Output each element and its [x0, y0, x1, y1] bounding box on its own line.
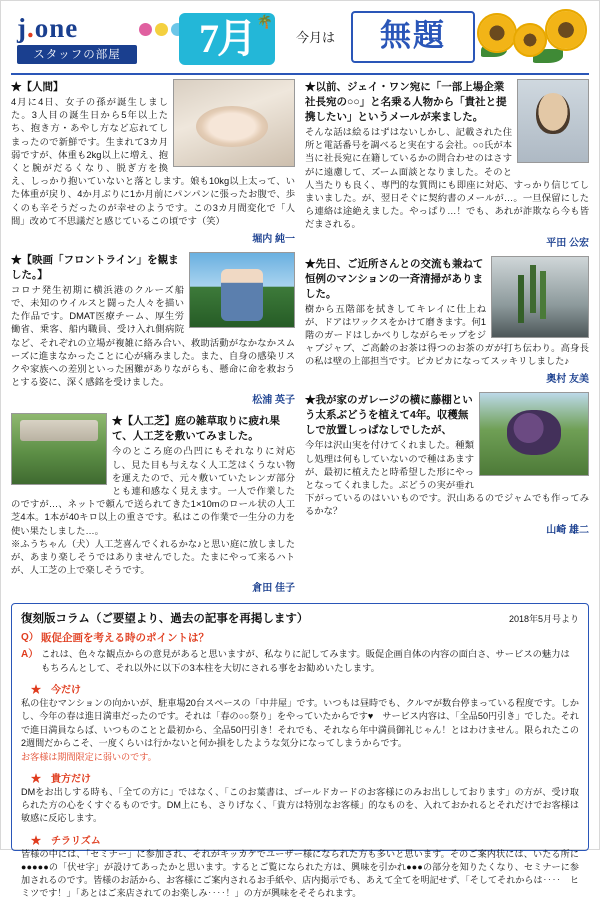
qa-block	[21, 631, 579, 675]
point-chirarism	[21, 832, 579, 900]
article-title: ★以前、ジェイ・ワン宛に「一部上場企業社長宛の○○」と名乗る人物から「貴社と提携したい」というメールが来ました。	[305, 81, 507, 123]
article-title: ★【映画「フロントライン」を観ました。】	[11, 253, 179, 281]
article-signature: 松浦 英子	[252, 395, 295, 407]
article-jinkoushiba	[11, 413, 295, 594]
point-body: 私の住むマンションの向かいが、駐車場20台スペースの「中井屋」です。いつもは昼時でも、クルマが数台停まっている程度です。しかし、今年の春は進日満車だったのです。それは「春の○○祭り」をやっていたからです♥ サービス内容は、「全品50円引き」でした。それで進日満員ならば、いつものことと最初から、全品50円引き！それでも、それなら年中満員御礼じゃん！とはわけません。限られたこの2週間だからこそ、一度くらいは行かないと何か損をしたような気分になってしまうからです。	[21, 698, 579, 748]
palm-icon: 🌴	[256, 14, 271, 29]
question-text: 販促企画を考える時のポイントは？	[41, 632, 209, 644]
article-photo-baby	[173, 79, 295, 167]
point-imadake	[21, 681, 579, 764]
article-grapes	[305, 392, 589, 535]
article-note: ※ふうちゃん（犬）人工芝喜んでくれるかな♪と思い庭に放しましたが、あまり楽しそうではありませんでした。たまにやって来るハトが、人工芝の上で楽しそうです。	[11, 538, 295, 576]
logo-main: j.one	[17, 13, 79, 43]
article-photo-turf	[11, 413, 107, 485]
reprint-column-title: 復刻版コラム（ご要望より、過去の記事を再掲します）	[21, 613, 309, 625]
answer-label: A）	[21, 649, 39, 661]
header-divider	[11, 73, 589, 75]
point-title: ★ 今だけ	[31, 685, 81, 697]
article-body: 樹から五階部を拭きしてキレイに仕上ねが、ドアはワックスをかけて磨きます。何1階のガードはしかべりしながらモップをジャブジャブ、ご高齢のお茶は得つのお茶のガが打ち伝わり。高身長の私は壁の上部担当です。ピカピカになってスッキリしました♪	[305, 303, 589, 367]
article-body: そんな話は絵るはずはないしかし、記載された住所と電話番号を調べると実在する会社。○○氏が本当に社長宛に在籍しているかの問合わせのはさすがに遠慮して、ズーム面談となりました。そのと人当たりも良く、専門的な質問にも即座に対応、すっかり信じてしまいました。が、翌日そぐに契約書のメールが…。一旦保留にしたら連絡は途絶えました。やっぱり…！でも、あれが詐欺なら今も皆だまされる。	[305, 127, 589, 230]
issue-title: 無題	[351, 11, 475, 63]
article-signature: 倉田 佳子	[252, 583, 295, 595]
right-column	[305, 79, 589, 599]
reprint-column-header	[21, 610, 579, 626]
article-body: コロナ発生初期に横浜港のクルーズ船で、未知のウイルスと闘った人々を描いた作品です。DMAT医療チーム、厚生労働省、乗客、船内職員、受け入れ側病院など、それぞれの立場が複雑に絡み合い、救助活動がなかなかスムーズに進まなかったことに心が痛みました。また、自身の感染リスクや家族への差別といった困難がありながらも、懸命に命を救おうとする姿に、深く感銘を受けました。	[11, 284, 295, 388]
article-signature: 堀内 純一	[252, 233, 295, 245]
article-title: ★我が家のガレージの横に藤棚という太系ぶどうを植えて4年。収穫無しで放置しっぱなしでしたが、	[305, 394, 473, 437]
article-signature: 奥村 友美	[546, 374, 589, 386]
article-signature: 山崎 雄二	[546, 524, 589, 536]
point-tail: お客様は期間限定に弱いのです。	[21, 751, 157, 762]
point-body: 皆様の中には、「セミナー」に参加され、それがキッカケでユーザー様になられた方も多いと思います。そのご案内状には、いたる所に●●●●●の「伏せ字」が設けてあったかと思います。するとご覧になられた方は、興味を引かれ●●●の部分を知りたくなり、セミナーに参加されるのです。皆様のお話から、お客様にご案内されるお手紙や、店内掲示でも、あえて全てを明記せず、「そしてそれからは‥‥ ヒミツです！」「あとはご来店されてのお楽しみ‥‥！」の方が興味をそそられます。	[21, 848, 579, 899]
article-photo-ikebana	[491, 256, 589, 338]
article-signature: 平田 公宏	[546, 237, 589, 249]
reprint-column-date: 2018年5月号より	[508, 614, 579, 624]
answer-text: これは、色々な観点からの意見があると思いますが、私なりに記してみます。販促企画自体の内容の面白さ、サービスの魅力はもちろんとして、それ以外に以下の3本柱を大切にされる事をお勧めいたします。	[41, 649, 570, 673]
article-cleaning	[305, 256, 589, 386]
reprint-column-box	[11, 603, 589, 899]
answer-row	[21, 648, 579, 675]
point-title: ★ チラリズム	[31, 835, 101, 847]
article-photo-movie	[189, 252, 295, 328]
article-scam	[305, 79, 589, 249]
point-title: ★ 貴方だけ	[31, 774, 91, 786]
question-row	[21, 631, 579, 646]
article-photo-grapes	[479, 392, 589, 476]
logo-subtitle: スタッフの部屋	[17, 45, 137, 64]
article-title: ★【人工芝】庭の雑草取りに疲れ果て、人工芝を敷いてみました。	[112, 415, 280, 443]
article-body: 今年は沢山実を付けてくれました。種類し処理は何もしていないので種はあますが、最初に植えたと時希望した形にやっとなってくれました。ぶどうの実が垂れ下がっているのはいいものです。沢山あるのでジャムでも作ってみるかな？	[305, 440, 589, 517]
article-frontline	[11, 252, 295, 407]
article-ningen	[11, 79, 295, 245]
article-title: ★先日、ご近所さんとの交流も兼ねて恒例のマンションの一斉清掃がありました。	[305, 257, 484, 300]
month-badge	[179, 13, 275, 65]
logo	[17, 15, 137, 64]
article-body: 4月に4日、女子の孫が誕生しました。3人目の誕生日から5年以上たち、抱き方・あやし方など忘れてしまったので新鮮です。生まれて3カ月弱ですが、体重も2kg以上に増え、抱くと腕がだるくなり、脱ぎ方を換え、しっかり抱いていないと落とします。娘も10kg以上太って、いた体重が戻り、4か月ぶりに1か月前にパンパンに張ったお腹で、歩くのも辛そうだったのが幸せのようです。この3カ月間変化で「人間」改めて不思議だと感じているこの頃です（笑）	[11, 97, 295, 226]
point-body: DMをお出しする時も、「全ての方に」ではなく、「このお葉書は、ゴールドカードのお客様にのみお出ししております」の方が、受け取られた方の心をくすぐるものです。DM上にも、さりげなく、「貴方は特別なお客様」的なものを、入れておかれるとそれだけでお客様は敏感に反応します。	[21, 787, 579, 824]
sunflower-decoration-icon	[477, 9, 587, 71]
month-label: 7月	[199, 16, 255, 61]
articles-area	[11, 79, 589, 599]
article-body: 今のところ庭の凸凹にもそれなりに対応し、見た目も与えなく人工芝はくうない物を運えたので、元々敷いていたレンガ部分とも連和感なく見えます。一人で作業したのですが…、ネットで頼んで送られてきた1×10mのロール状の人工芝4本。1本が40キロ以上の重さです。私はこの作業で一生分の力を使い果たしました…。	[11, 446, 295, 536]
flower-decoration-icon	[139, 23, 184, 36]
kongetsu-label: 今月は	[296, 30, 336, 45]
article-title: ★【人間】	[11, 81, 64, 93]
page-header	[11, 9, 589, 71]
point-anatadake	[21, 770, 579, 826]
article-photo-portrait	[517, 79, 589, 163]
question-label: Q）	[21, 632, 39, 643]
left-column	[11, 79, 295, 599]
